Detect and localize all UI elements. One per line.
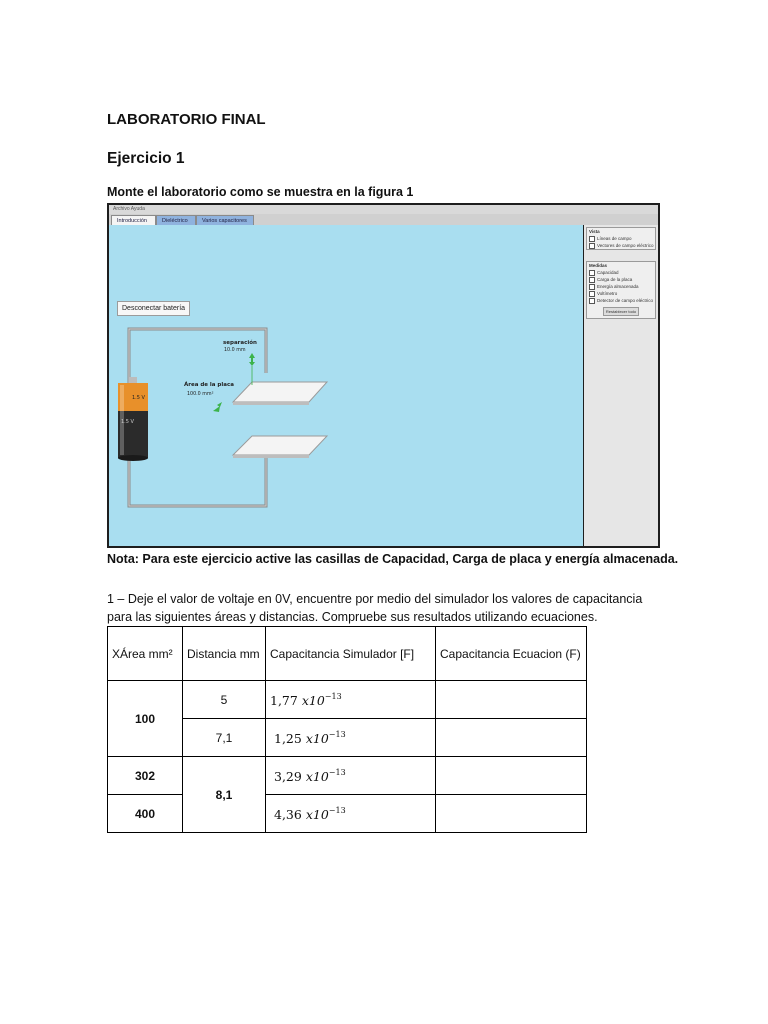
area-cell: 400 [108, 795, 183, 833]
capacitance-simulator-cell[interactable]: 4,36 $x10^{-13}$ [266, 795, 436, 833]
top-plate[interactable] [233, 382, 327, 405]
document-title: LABORATORIO FINAL [107, 111, 266, 128]
area-cell: 100 [108, 681, 183, 757]
table-row [108, 795, 587, 833]
question-text: 1 – Deje el valor de voltaje en 0V, encuentre por medio del simulador los valores de capacitancia para las siguientes áreas y distancias. Compruebe sus resultados utilizando ecuaciones. [107, 592, 643, 624]
checkbox-icon[interactable] [589, 243, 595, 249]
header-distance: Distancia mm [183, 627, 266, 681]
disconnect-battery-button[interactable]: Desconectar batería [117, 301, 190, 316]
checkbox-icon[interactable] [589, 277, 595, 283]
exercise-heading: Ejercicio 1 [107, 150, 185, 167]
capacitance-equation-cell[interactable] [436, 681, 587, 719]
circuit-drawing [109, 225, 583, 546]
meter-option[interactable]: Voltímetro [587, 290, 655, 297]
capacitance-equation-cell[interactable] [436, 795, 587, 833]
battery-top-label: 1.5 V [132, 395, 145, 401]
reset-all-button[interactable]: Restablecer todo [603, 307, 639, 316]
note-text: Nota: Para este ejercicio active las casillas de Capacidad, Carga de placa y energía almacenada. [107, 552, 679, 566]
checkbox-icon[interactable] [589, 284, 595, 290]
capacitance-simulator-cell[interactable]: 1,25 $x10^{-13}$ [266, 719, 436, 757]
meter-option[interactable]: Energía almacenada [587, 283, 655, 290]
view-options-box [586, 227, 656, 250]
meters-box [586, 261, 656, 319]
view-option[interactable]: Líneas de campo [587, 235, 655, 242]
separation-drag-handle[interactable] [249, 353, 255, 366]
meter-option[interactable]: Capacidad [587, 269, 655, 276]
area-drag-handle[interactable] [213, 402, 222, 412]
capacitance-equation-cell[interactable] [436, 757, 587, 795]
separation-label: separación [223, 340, 257, 346]
checkbox-icon[interactable] [589, 291, 595, 297]
simulator-control-panel [584, 225, 658, 546]
checkbox-icon[interactable] [589, 236, 595, 242]
header-area: XÁrea mm² [108, 627, 183, 681]
capacitance-simulator-cell[interactable]: 1,77 $x10^{-13}$ [266, 681, 436, 719]
area-value: 100.0 mm² [187, 392, 214, 397]
table-row [108, 681, 587, 719]
distance-cell: 7,1 [183, 719, 266, 757]
simulator-screenshot [107, 203, 660, 548]
separation-value: 10.0 mm [224, 348, 246, 353]
simulator-tab-bar [109, 214, 658, 225]
capacitance-simulator-cell[interactable]: 3,29 $x10^{-13}$ [266, 757, 436, 795]
view-option[interactable]: Vectores de campo eléctrico [587, 242, 655, 249]
checkbox-icon[interactable] [589, 298, 595, 304]
simulator-menu-bar: Archivo Ayuda [109, 205, 658, 214]
tab-varios-capacitores[interactable]: Varios capacitores [196, 215, 254, 225]
checkbox-icon[interactable] [589, 270, 595, 276]
area-label: Área de la placa [184, 382, 234, 388]
capacitance-equation-cell[interactable] [436, 719, 587, 757]
tab-dielectrico[interactable]: Dieléctrico [156, 215, 196, 225]
circuit-wires [129, 329, 266, 506]
simulation-canvas [109, 225, 583, 546]
meter-option[interactable]: Carga de la placa [587, 276, 655, 283]
tab-introduccion[interactable]: Introducción [111, 215, 156, 225]
meters-title: Medidas [589, 263, 608, 268]
distance-cell: 5 [183, 681, 266, 719]
table-row [108, 757, 587, 795]
view-options-title: Vista [589, 229, 600, 234]
capacitance-table [107, 626, 587, 833]
area-cell: 302 [108, 757, 183, 795]
meter-option[interactable]: Detector de campo eléctrico [587, 297, 655, 304]
bottom-plate[interactable] [233, 436, 327, 458]
table-header-row [108, 627, 587, 681]
intro-text: Monte el laboratorio como se muestra en la figura 1 [107, 185, 414, 199]
header-capacitance-simulator: Capacitancia Simulador [F] [266, 627, 436, 681]
header-capacitance-equation: Capacitancia Ecuacion (F) [436, 627, 587, 681]
distance-cell: 8,1 [183, 757, 266, 833]
battery-side-label: 1.5 V [121, 419, 134, 425]
